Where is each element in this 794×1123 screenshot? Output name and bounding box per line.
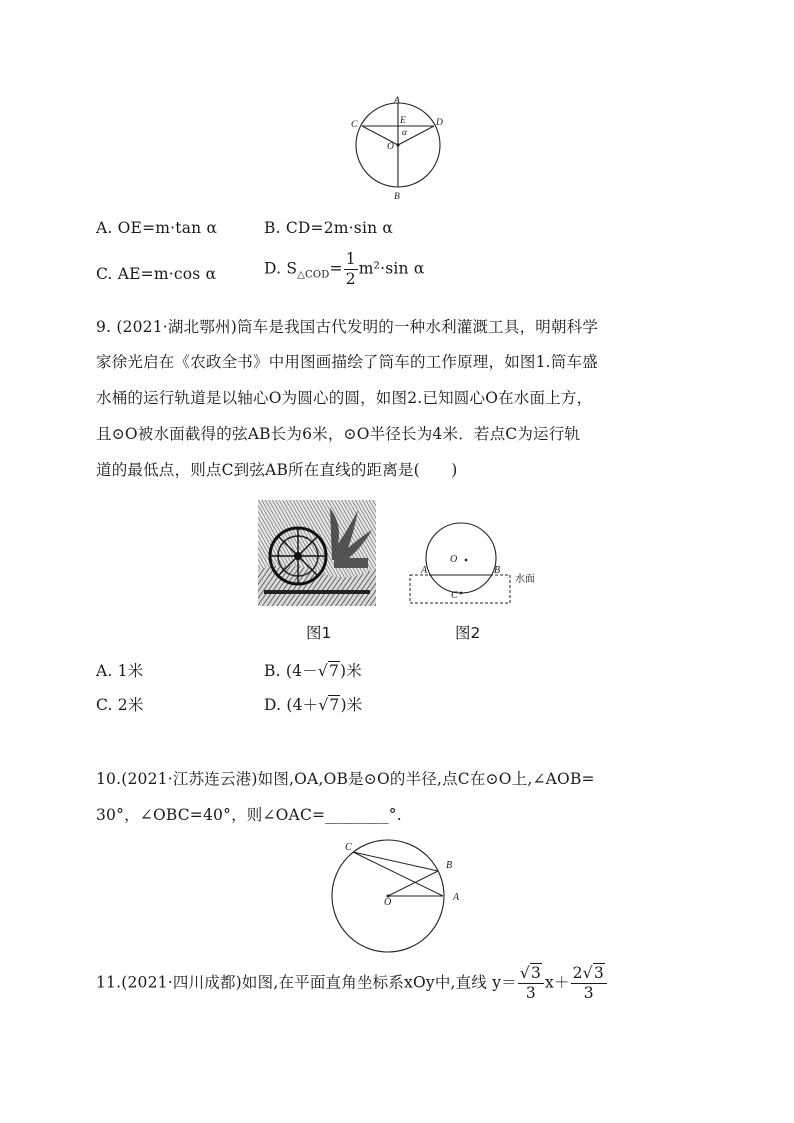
q11-fraction-1 xyxy=(518,966,544,1001)
q11-fraction-2-coef: 2 xyxy=(572,964,583,982)
q11-fraction-1-den: 3 xyxy=(525,983,536,1002)
q8-label-o: O xyxy=(387,142,394,152)
q8-option-d-tail: m²·sin α xyxy=(358,259,425,278)
q8-label-alpha: α xyxy=(402,128,407,138)
q9-option-b xyxy=(264,659,362,681)
q10-label-b: B xyxy=(446,860,453,871)
q10-circle-figure xyxy=(330,838,460,958)
q9-option-d-prefix: D. (4＋ xyxy=(264,696,319,714)
q9-fig1-caption: 图1 xyxy=(306,624,332,642)
q9-option-d-suffix: )米 xyxy=(340,696,363,714)
q9-option-c: C. 2米 xyxy=(96,696,144,714)
q9-option-d-radicand: 7 xyxy=(329,696,340,714)
q8-option-d-den: 2 xyxy=(345,269,356,288)
q10-line-2: 30°，∠OBC=40°，则∠OAC=________°. xyxy=(96,806,402,824)
q8-option-d-prefix: D. S xyxy=(264,259,298,278)
q9-fig2-label-b: B xyxy=(494,565,501,576)
q8-label-d: D xyxy=(436,118,443,128)
q8-option-d-num: 1 xyxy=(345,250,356,268)
q9-option-a: A. 1米 xyxy=(96,662,144,680)
q8-label-c: C xyxy=(351,120,358,130)
q9-fig2-circle xyxy=(426,523,496,593)
q9-fig2-label-a: A xyxy=(421,565,428,576)
q11-prefix: 11.(2021·四川成都)如图,在平面直角坐标系xOy中,直线 y＝ xyxy=(96,973,517,992)
q9-line-4: 且⊙O被水面截得的弦AB长为6米，⊙O半径长为4米．若点C为运行轨 xyxy=(96,425,581,443)
q9-circle-water-figure xyxy=(404,518,524,608)
q9-option-d xyxy=(264,693,362,715)
q9-line-1: 9. (2021·湖北鄂州)筒车是我国古代发明的一种水利灌溉工具，明朝科学 xyxy=(96,318,599,336)
q10-label-a: A xyxy=(453,892,460,903)
q9-option-b-radicand: 7 xyxy=(328,662,339,680)
q8-option-d-fraction xyxy=(344,252,358,287)
q8-option-d-sub: △COD xyxy=(297,269,330,281)
q8-option-d-eq: = xyxy=(329,259,343,278)
q10-line-ob xyxy=(388,871,438,896)
q9-fig2-label-c: C xyxy=(451,590,458,601)
q11-line-1 xyxy=(96,966,608,1001)
q10-label-o: O xyxy=(384,897,392,908)
q11-fraction-2-radicand: 3 xyxy=(593,964,604,982)
q11-mid: x＋ xyxy=(545,973,570,992)
q10-line-1: 10.(2021·江苏连云港)如图,OA,OB是⊙O的半径,点C在⊙O上,∠AOB= xyxy=(96,770,595,788)
q11-fraction-1-num: √3 xyxy=(518,966,544,984)
q11-fraction-2 xyxy=(571,966,607,1001)
q11-fraction-2-num: 2√3 xyxy=(571,966,607,984)
q8-center-point xyxy=(396,143,399,146)
q8-label-e: E xyxy=(400,116,406,126)
q9-fig2-caption: 图2 xyxy=(455,624,481,642)
q8-label-a: A xyxy=(394,96,400,106)
q9-line-3: 水桶的运行轨道是以轴心O为圆心的圆，如图2.已知圆心O在水面上方， xyxy=(96,389,593,407)
q8-option-c: C. AE=m·cos α xyxy=(96,265,217,283)
q9-fig2-label-water: 水面 xyxy=(515,574,535,585)
q9-fig2-label-o: O xyxy=(450,554,458,565)
q11-fraction-2-den: 3 xyxy=(583,983,594,1002)
q9-fig2-point-c xyxy=(460,592,463,595)
q9-option-b-root-sign: √ xyxy=(317,662,328,680)
q10-label-c: C xyxy=(345,842,352,853)
q8-circle-figure xyxy=(340,92,460,204)
q9-fig2-water-box xyxy=(410,575,510,603)
q8-label-b: B xyxy=(394,192,400,202)
q11-fraction-1-radicand: 3 xyxy=(530,964,542,982)
q9-fig2-center-point xyxy=(465,559,468,562)
q9-line-2: 家徐光启在《农政全书》中用图画描绘了筒车的工作原理，如图1.筒车盛 xyxy=(96,353,598,371)
q8-option-a: A. OE=m·tan α xyxy=(96,219,218,237)
q8-option-d xyxy=(264,252,425,287)
q9-option-b-prefix: B. (4－ xyxy=(264,662,318,680)
q9-waterwheel-illustration xyxy=(258,500,376,606)
q9-line-5: 道的最低点，则点C到弦AB所在直线的距离是( ) xyxy=(96,461,458,479)
q9-option-b-suffix: )米 xyxy=(340,662,362,680)
q9-option-d-root-sign: √ xyxy=(318,696,329,714)
q8-option-b: B. CD=2m·sin α xyxy=(264,219,394,237)
